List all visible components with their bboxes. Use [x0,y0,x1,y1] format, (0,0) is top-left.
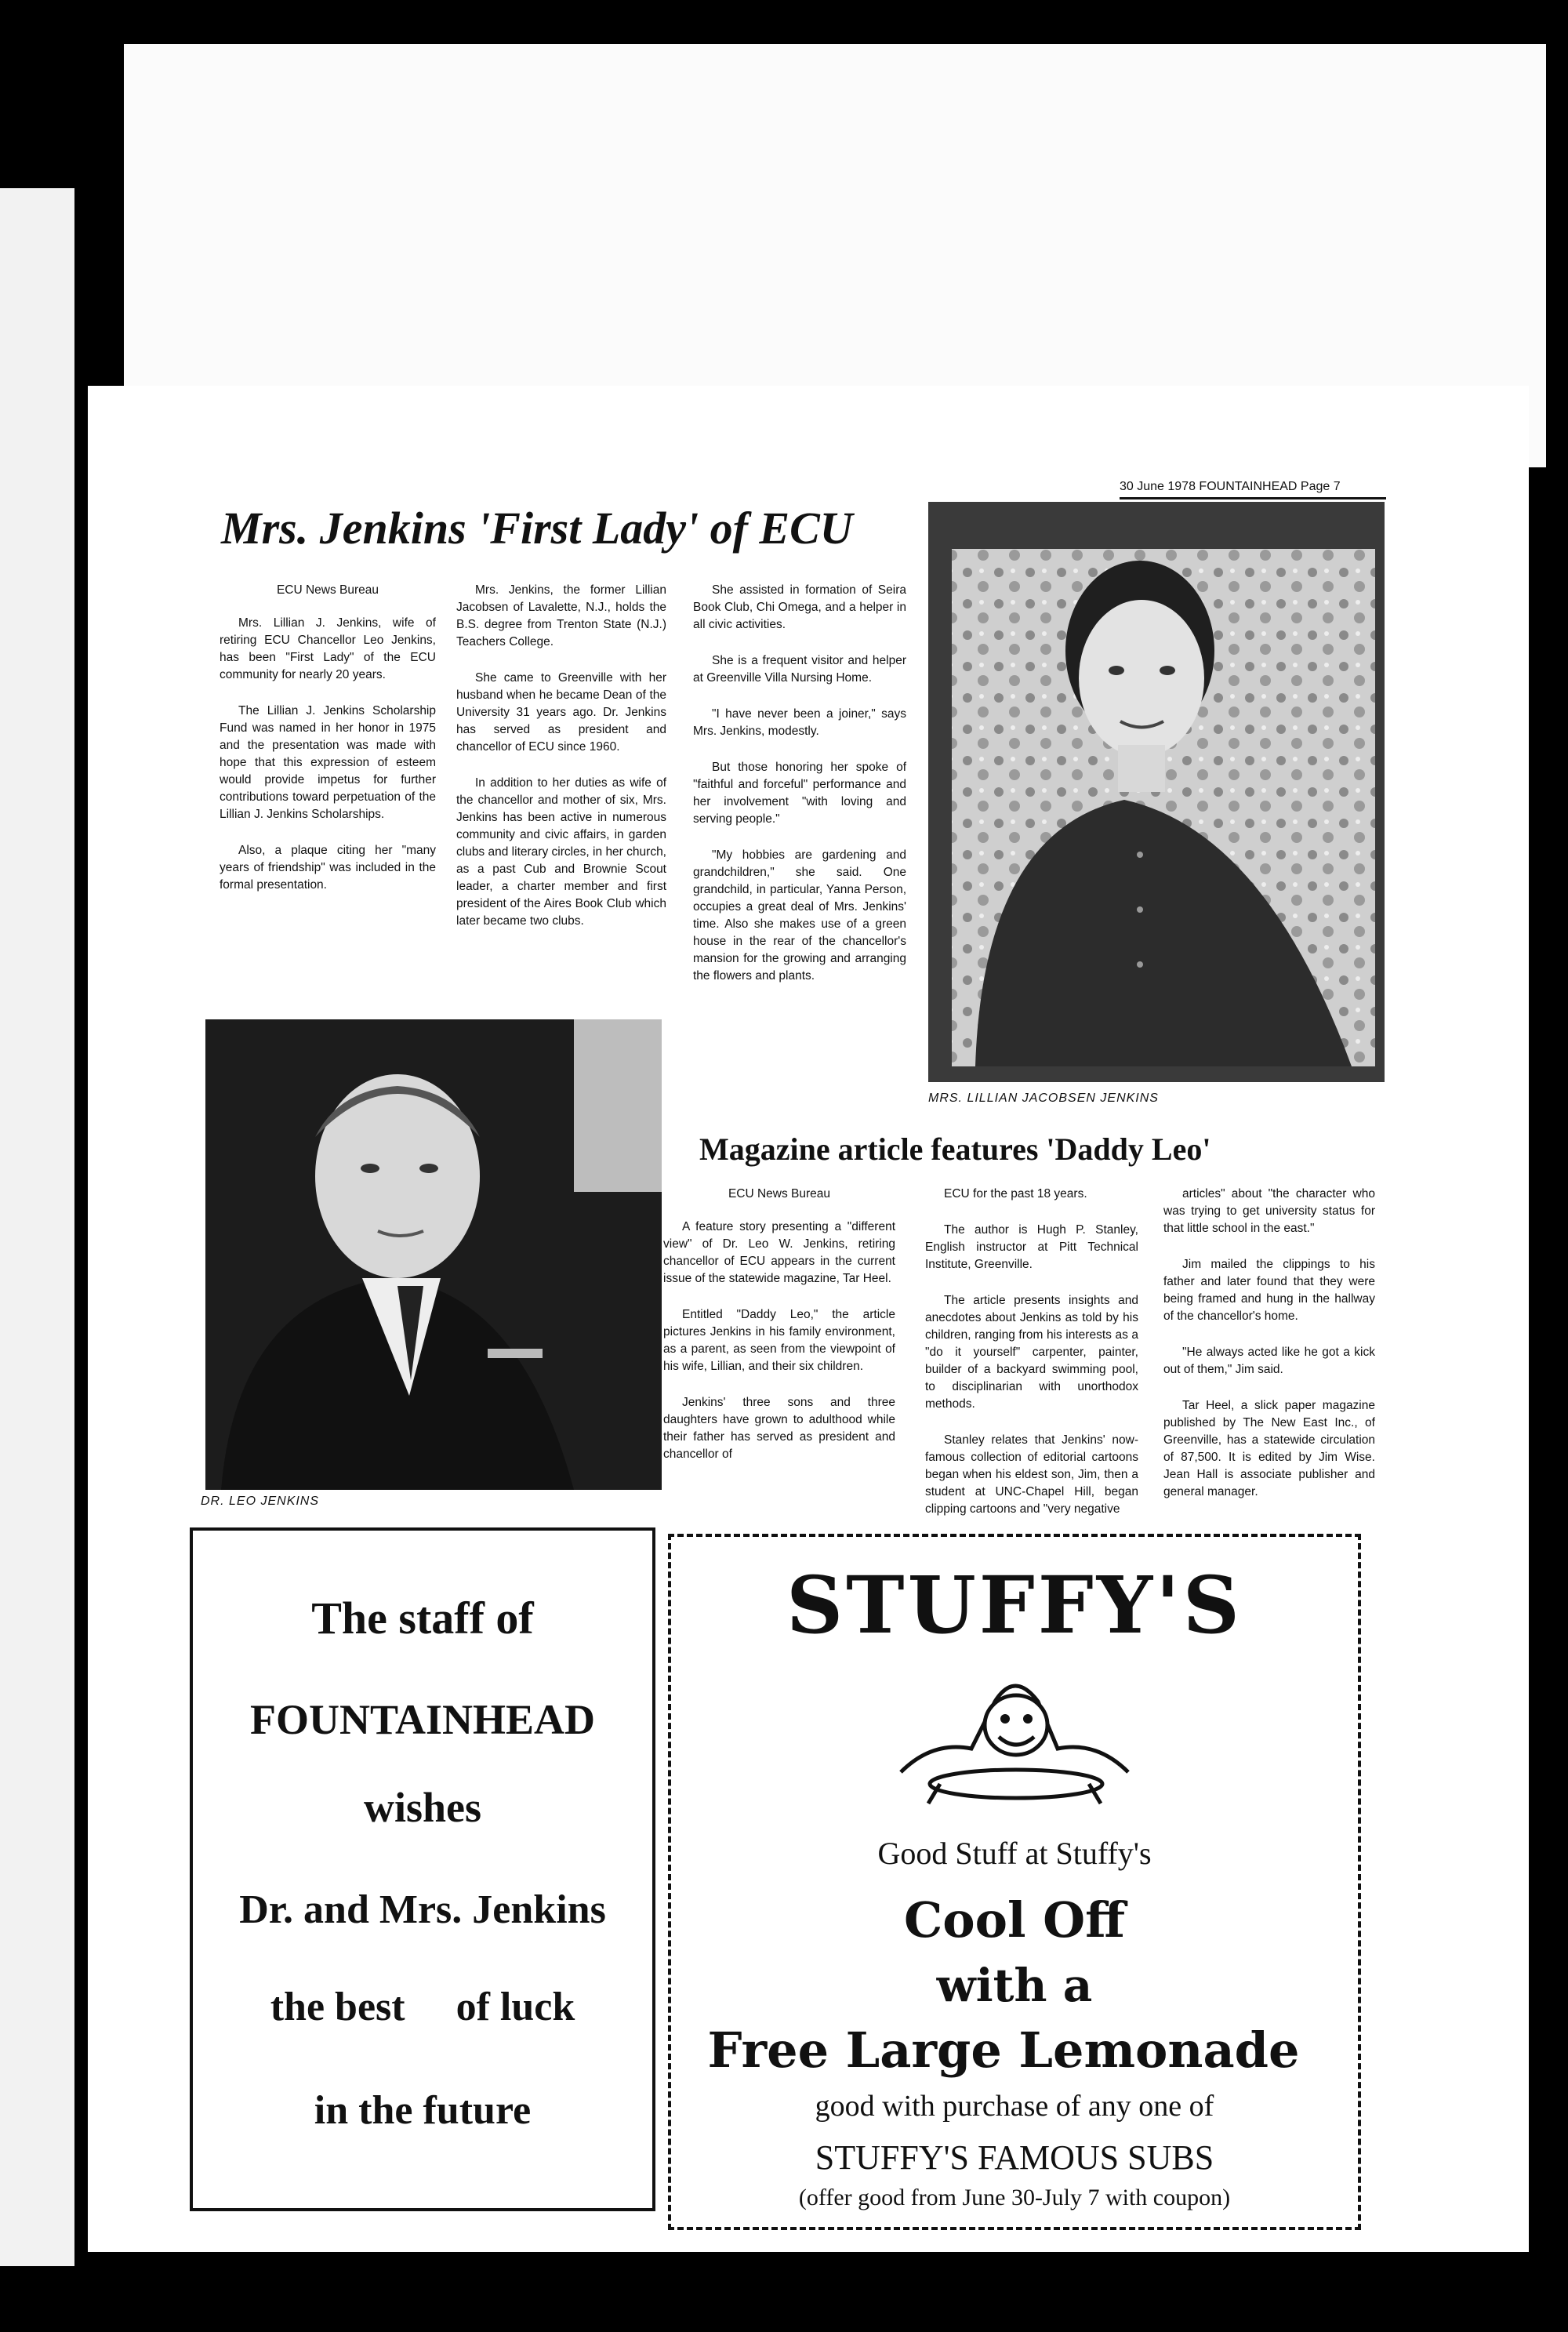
stuffys-subs: STUFFY'S FAMOUS SUBS [815,2138,1214,2177]
article1-column-1 [220,582,436,913]
article1-paragraph: Mrs. Lillian J. Jenkins, wife of retiring ECU Chancellor Leo Jenkins, has been "First Lady" of the ECU community for nearly 20 years. [220,616,436,681]
article1-paragraph: She is a frequent visitor and helper at Greenville Villa Nursing Home. [693,654,906,685]
article2-paragraph: ECU for the past 18 years. [944,1187,1087,1201]
article2-paragraph: articles" about "the character who was trying to get university status for that little school in the east." [1163,1187,1375,1235]
stuffys-tagline: Good Stuff at Stuffy's [877,1836,1152,1871]
article2-paragraph: A feature story presenting a "different view" of Dr. Leo W. Jenkins, retiring chancellor of ECU appears in the current issue of the statewide magazine, Tar Heel. [663,1220,895,1285]
article1-column-3 [693,582,906,1004]
article1-byline: ECU News Bureau [276,583,379,597]
article2-paragraph: The article presents insights and anecdotes about Jenkins as told by his children, ranging from his interests as a "do it yourself" carpenter, painter, builder of a backyard swimming pool, to disciplinarian with unorthodox methods. [925,1294,1138,1411]
gorilla-mascot-icon [885,1655,1144,1811]
ad1-line: FOUNTAINHEAD [249,1696,595,1743]
article1-headline: Mrs. Jenkins 'First Lady' of ECU [221,503,853,554]
ad1-line: in the future [314,2088,532,2133]
stuffys-dates: (offer good from June 30-July 7 with coupon) [798,2185,1231,2210]
ad1-line: The staff of [311,1593,534,1644]
article1-paragraph: The Lillian J. Jenkins Scholarship Fund was named in her honor in 1975 and the presentation was made with hope that this expression of esteem would provide impetus for further contributions toward perpetuation of the Lillian J. Jenkins Scholarships. [220,704,436,821]
article2-paragraph: Tar Heel, a slick paper magazine published by The New East Inc., of Greenville, has a statewide circulation of 87,500. It is edited by Jim Wise. Jean Hall is associate publisher and general manager. [1163,1399,1375,1498]
photo-caption-mrs-jenkins: MRS. LILLIAN JACOBSEN JENKINS [928,1092,1159,1105]
photo-mrs-jenkins [928,502,1385,1082]
portrait-woman-icon [928,502,1385,1082]
article1-column-2 [456,582,666,949]
article1-paragraph: "My hobbies are gardening and grandchildren," she said. One grandchild, in particular, Yanna Person, occupies a great deal of Mrs. Jenkins' time. Also she makes use of a green house in the rear of the chancellor's mansion for the growing and arranging the flowers and plants. [693,848,906,983]
article2-column-3 [1163,1186,1375,1520]
article1-paragraph: "I have never been a joiner," says Mrs. Jenkins, modestly. [693,707,906,738]
article2-column-2 [925,1186,1138,1537]
stuffys-condition: good with purchase of any one of [815,2090,1214,2123]
ad1-line: wishes [363,1784,482,1831]
article2-headline: Magazine article features 'Daddy Leo' [699,1131,1211,1167]
article2-paragraph: Stanley relates that Jenkins' now-famous collection of editorial cartoons began when his eldest son, Jim, then a student at UNC-Chapel Hill, began clipping cartoons and "very negative [925,1433,1138,1516]
article1-paragraph: In addition to her duties as wife of the chancellor and mother of six, Mrs. Jenkins has been active in numerous community and civic affairs, in garden clubs and literary circles, in her church, as a past Cub and Brownie Scout leader, a charter member and first president of the Aires Book Club which later became two clubs. [456,776,666,928]
article1-paragraph: She assisted in formation of Seira Book Club, Chi Omega, and a helper in all civic activities. [693,583,906,631]
article1-paragraph: Mrs. Jenkins, the former Lillian Jacobsen of Lavalette, N.J., holds the B.S. degree from Trenton State (N.J.) Teachers College. [456,583,666,648]
page-header: 30 June 1978 FOUNTAINHEAD Page 7 [1120,480,1386,499]
ad-fountainhead-best-wishes [190,1527,655,2211]
ad1-line: Dr. and Mrs. Jenkins [239,1887,606,1932]
article2-paragraph: Entitled "Daddy Leo," the article pictures Jenkins in his family environment, as a parent, as seen from the viewpoint of his wife, Lillian, and their six children. [663,1308,895,1373]
article2-column-1 [663,1186,895,1482]
stuffys-offer-2: with a [936,1959,1093,2012]
stuffys-mascot [671,1655,1358,1814]
photo-caption-dr-jenkins: DR. LEO JENKINS [201,1495,320,1508]
stuffys-offer-3: Free Large Lemonade [707,2021,1300,2079]
ad-stuffys [668,1534,1361,2230]
article1-paragraph: Also, a plaque citing her "many years of friendship" was included in the formal presentation. [220,844,436,892]
article2-paragraph: Jim mailed the clippings to his father and later found that they were being framed and hung in the hallway of the chancellor's home. [1163,1258,1375,1323]
article1-paragraph: She came to Greenville with her husband when he became Dean of the University 31 years ago. Dr. Jenkins has served as president and chancellor of ECU since 1960. [456,671,666,754]
article1-paragraph: But those honoring her spoke of "faithful and forceful" performance and her involvement "with loving and serving people." [693,761,906,826]
article2-paragraph: The author is Hugh P. Stanley, English instructor at Pitt Technical Institute, Greenville. [925,1223,1138,1271]
left-page-strip [0,188,74,2266]
stuffys-offer-1: Cool Off [903,1891,1126,1949]
stuffys-brand: STUFFY'S [786,1559,1243,1651]
article2-byline: ECU News Bureau [728,1187,831,1201]
photo-dr-jenkins [205,1019,662,1490]
article2-paragraph: Jenkins' three sons and three daughters have grown to adulthood while their father has served as president and chancellor of [663,1396,895,1461]
article2-paragraph: "He always acted like he got a kick out of them," Jim said. [1163,1346,1375,1376]
portrait-man-icon [205,1019,662,1490]
ad1-line: the best of luck [270,1985,575,2029]
